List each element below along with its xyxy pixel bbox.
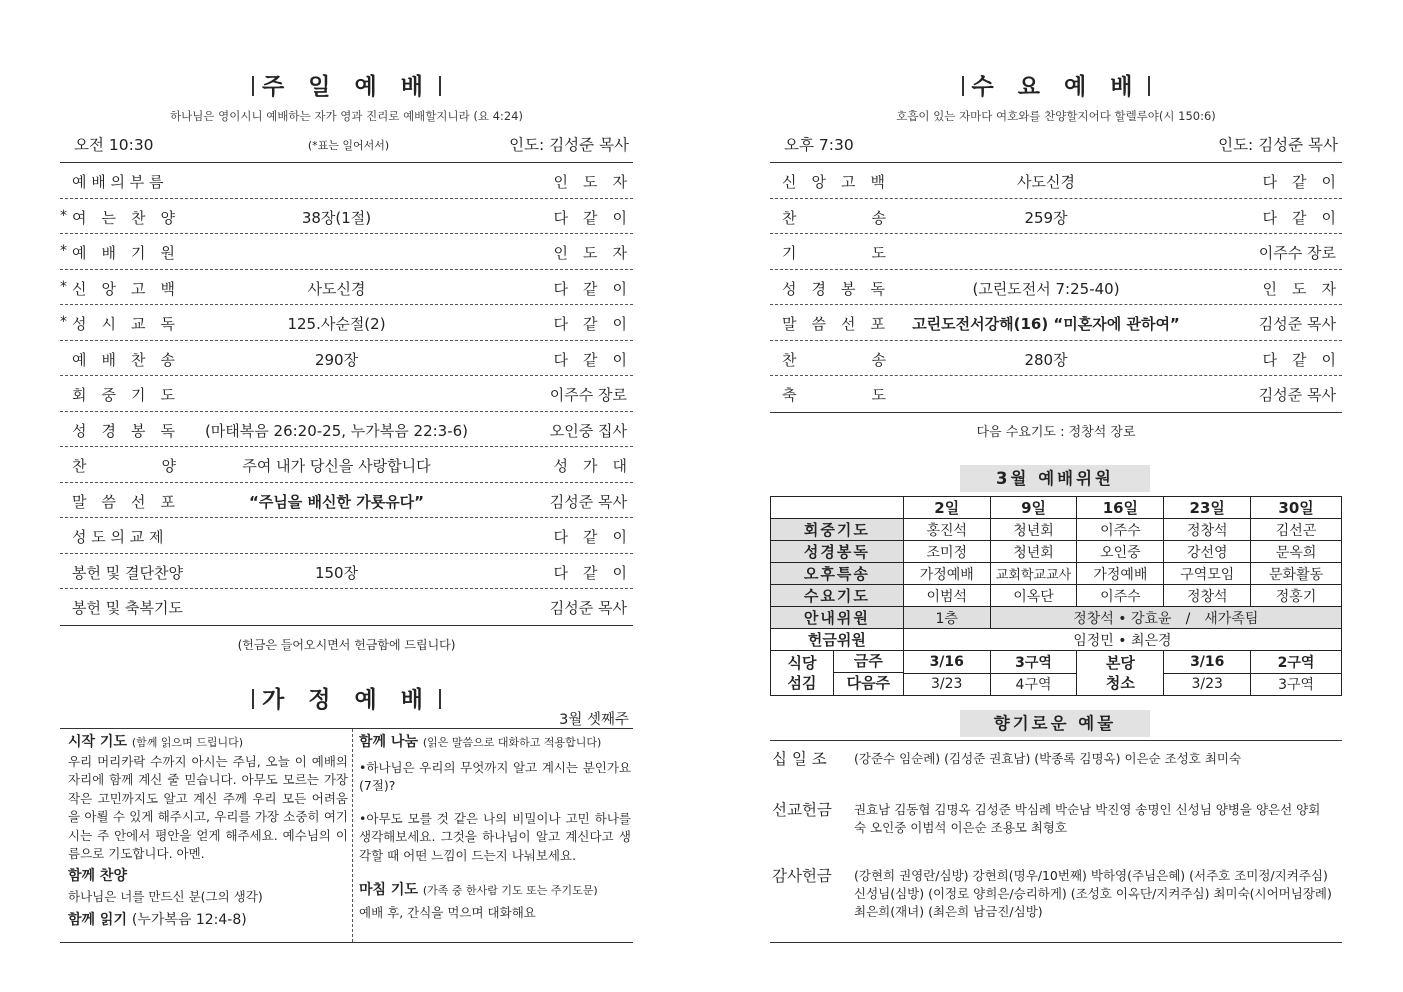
order-item-content: 고린도전서강해(16) “미혼자에 관하여” [912, 315, 1180, 333]
standing-mark: * [60, 314, 67, 330]
duty-cell: 교회학교교사 [990, 563, 1077, 585]
duty-cell: 청년회 [990, 519, 1077, 541]
duty-cell: 이주수 [1077, 585, 1164, 607]
clean-this-group: 2구역 [1251, 651, 1342, 674]
order-item-content: “주님을 배신한 가룟유다” [248, 492, 425, 511]
share-question-2: •아무도 모를 것 같은 나의 비밀이나 고민 하나를 생각해보세요. 그것을 하나님이 알고 계신다고 생각할 때 어떤 느낌이 드는지 나눠보세요. [359, 810, 631, 863]
order-item-leader: 김성준 목사 [549, 599, 627, 617]
sunday-order-list [60, 162, 633, 626]
order-item-leader: 다 같 이 [553, 315, 627, 333]
sunday-info-row [68, 133, 629, 157]
order-item-content: 150장 [314, 563, 359, 582]
order-item-leader: 성 가 대 [553, 457, 627, 475]
praise-heading: 함께 찬양 [68, 867, 127, 884]
duty-cell: 정창석 [1164, 585, 1251, 607]
order-item-leader: 오인중 집사 [549, 421, 627, 440]
order-item-name: 축 도 [782, 386, 886, 404]
order-item-name: 말 씀 선 포 [72, 492, 175, 511]
order-row [60, 412, 633, 448]
duty-row [771, 563, 1342, 585]
order-item-name: 성 시 교 독 [72, 315, 175, 333]
order-row [60, 234, 633, 270]
duty-title: 3월 예배위원 [960, 465, 1150, 492]
duty-cell: 이옥단 [990, 585, 1077, 607]
order-row [770, 270, 1342, 306]
order-item-leader: 다 같 이 [553, 279, 627, 298]
duty-date: 2일 [903, 497, 990, 519]
order-item-content: 259장 [1024, 208, 1068, 227]
order-row [770, 163, 1342, 199]
order-item-content: 290장 [314, 350, 359, 369]
left-page [60, 0, 633, 992]
duty-cell: 홍진석 [903, 519, 990, 541]
offering-committee-label: 헌금위원 [771, 629, 904, 651]
order-row [60, 589, 633, 625]
order-item-content: 사도신경 [1017, 173, 1075, 191]
wednesday-info-row [778, 133, 1338, 157]
column-divider [352, 729, 353, 942]
order-item-name: 찬 송 [782, 350, 886, 369]
order-item-name: 여 는 찬 양 [72, 208, 175, 227]
family-left-column [68, 733, 348, 929]
order-item-leader: 다 같 이 [1262, 173, 1336, 191]
family-worship-box [60, 728, 633, 943]
share-heading: 함께 나눔 (읽은 말씀으로 대화하고 적용합니다) [359, 734, 602, 750]
order-item-leader: 김성준 목사 [549, 492, 627, 511]
duty-row [771, 541, 1342, 563]
thanks-names: (강현희 권영란/심방) 강현희(명우/10번째) 박하영(주님은혜) (서주호 조미정/지켜주심) 신성님(심방) (이정로 양희은/승리하게) (조성호 이옥단/지켜주심) 최미숙(시어머님장례) 최은희(재녀) (최은희 남금진/심방) [854, 868, 1332, 919]
clean-next-group: 3구역 [1251, 673, 1342, 696]
sunday-title: 주 일 예 배 [60, 68, 633, 101]
offering-note: (헌금은 들어오시면서 헌금함에 드립니다) [237, 638, 456, 652]
order-row [60, 305, 633, 341]
order-row [60, 518, 633, 554]
duty-corner [771, 497, 904, 519]
closing-prayer-text: 예배 후, 간식을 먹으며 대화해요 [359, 904, 536, 920]
order-item-leader: 인 도 자 [553, 173, 627, 191]
duty-row-label: 수요기도 [771, 585, 904, 607]
offering-committee-row [771, 629, 1342, 651]
duty-date: 23일 [1164, 497, 1251, 519]
offerings-title: 향기로운 예물 [960, 710, 1150, 737]
order-item-leader: 다 같 이 [553, 528, 627, 546]
share-question-1: •하나님은 우리의 무엇까지 알고 계시는 분인가요(7절)? [359, 759, 631, 793]
order-item-name: 찬 양 [72, 457, 176, 475]
duty-cell: 구역모임 [1164, 563, 1251, 585]
duty-cell: 조미정 [903, 541, 990, 563]
duty-row-label: 성경봉독 [771, 541, 904, 563]
order-item-name: 성 경 봉 독 [72, 421, 175, 440]
order-item-leader: 김성준 목사 [1258, 315, 1336, 333]
order-row [770, 341, 1342, 377]
order-item-name: 성 도 의 교 제 [72, 528, 164, 546]
duty-cell: 문화활동 [1251, 563, 1342, 585]
order-item-leader: 이주수 장로 [1258, 244, 1336, 262]
mission-names: 권효남 김동협 김명옥 김성준 박심례 박순남 박진영 송명인 신성님 양병을 양은선 양회숙 오인중 이범석 이은순 조용모 최형호 [854, 802, 1321, 835]
wednesday-leader: 인도: 김성준 목사 [1218, 136, 1338, 154]
order-row [60, 199, 633, 235]
this-week-label: 금주 [834, 651, 903, 673]
next-week-label: 다음주 [846, 674, 891, 692]
order-item-name: 예 배 기 원 [72, 244, 175, 262]
standing-mark: * [60, 207, 67, 224]
order-item-name: 예 배 찬 송 [72, 350, 175, 369]
order-row [60, 163, 633, 199]
order-row [770, 234, 1342, 270]
duty-row [771, 585, 1342, 607]
wednesday-title: 수 요 예 배 [770, 68, 1342, 101]
order-item-leader: 다 같 이 [553, 563, 627, 582]
order-row [60, 554, 633, 590]
duty-date: 16일 [1077, 497, 1164, 519]
order-item-name: 기 도 [782, 244, 886, 262]
family-title: 가 정 예 배 [60, 681, 633, 714]
start-prayer-heading: 시작 기도 (함께 읽으며 드립니다) [68, 734, 244, 750]
duty-cell: 이범석 [903, 585, 990, 607]
order-row [60, 447, 633, 483]
reading-heading: 함께 읽기 (누가복음 12:4-8) [68, 911, 247, 928]
sunday-leader: 인도: 김성준 목사 [509, 136, 629, 154]
next-wednesday-prayer: 다음 수요기도 : 정창석 장로 [976, 425, 1136, 440]
right-page [770, 0, 1342, 992]
order-item-name: 신 앙 고 백 [72, 279, 175, 298]
order-item-name: 성 경 봉 독 [782, 279, 885, 298]
duty-cell: 가정예배 [1077, 563, 1164, 585]
duty-cell: 강선영 [1164, 541, 1251, 563]
duty-row-label: 회중기도 [771, 519, 904, 541]
guide-row [771, 607, 1342, 629]
thanks-label: 감사헌금 [772, 867, 832, 885]
order-item-content: 38장(1절) [301, 208, 372, 227]
order-item-leader: 인 도 자 [1262, 279, 1336, 298]
tithe-names: (강준수 임순례) (김성준 권효남) (박종록 김명옥) 이은순 조성호 최미숙 [854, 751, 1242, 766]
order-row [60, 483, 633, 519]
order-item-leader: 인 도 자 [553, 244, 627, 262]
order-item-name: 찬 송 [782, 208, 886, 227]
duty-cell: 오인중 [1077, 541, 1164, 563]
start-prayer-text: 우리 머리카락 수까지 아시는 주님, 오늘 이 예배의 자리에 함께 계신 줄 믿습니다. 아무도 모르는 가장 작은 고민까지도 알고 계신 주께 우리 모든 어려움을 아뢸 수 있게 해주시고, 우리를 가장 소중히 여기시는 주 안에서 평안을 얻게 해주세요. 예수님의 이름으로 기도합니다. 아멘. [68, 753, 348, 861]
offering-committee-members: 임정민 • 최은경 [903, 629, 1341, 651]
order-row [770, 199, 1342, 235]
guide-label: 안내위원 [771, 607, 904, 629]
standing-note: (*표는 일어서서) [307, 139, 390, 152]
duty-cell: 가정예배 [903, 563, 990, 585]
order-item-leader: 다 같 이 [1262, 350, 1336, 369]
order-row [770, 305, 1342, 341]
clean-this-date: 3/16 [1164, 651, 1251, 674]
duty-row-label: 오후특송 [771, 563, 904, 585]
order-item-leader: 다 같 이 [553, 208, 627, 227]
sunday-verse: 하나님은 영이시니 예배하는 자가 영과 진리로 예배할지니라 (요 4:24) [170, 109, 523, 123]
duty-table [770, 496, 1342, 696]
order-item-content: (고린도전서 7:25-40) [972, 279, 1120, 298]
duty-cell: 김선곤 [1251, 519, 1342, 541]
sunday-time: 오전 10:30 [74, 136, 154, 154]
duty-cell: 청년회 [990, 541, 1077, 563]
duty-date: 9일 [990, 497, 1077, 519]
duty-cell: 정홍기 [1251, 585, 1342, 607]
closing-prayer-heading: 마침 기도 (가족 중 한사람 기도 또는 주기도문) [359, 882, 598, 898]
family-right-column [359, 733, 631, 922]
duty-cell: 문옥희 [1251, 541, 1342, 563]
clean-label: 본당 청소 [1077, 651, 1164, 696]
order-item-leader: 다 같 이 [553, 350, 627, 369]
duty-header-row [771, 497, 1342, 519]
order-row [60, 270, 633, 306]
guide-members: 정창석 • 강효윤 / 새가족팀 [990, 607, 1341, 629]
order-item-leader: 다 같 이 [1262, 208, 1336, 227]
order-item-leader: 김성준 목사 [1258, 386, 1336, 404]
meal-this-date: 3/16 [903, 651, 990, 674]
order-item-name: 신 앙 고 백 [782, 173, 885, 191]
wednesday-order-list [770, 162, 1342, 413]
duty-cell: 이주수 [1077, 519, 1164, 541]
order-item-name: 말 씀 선 포 [782, 315, 885, 333]
meal-label: 식당 섬김 [771, 651, 834, 695]
family-week: 3월 셋째주 [559, 712, 629, 728]
meal-label-cell [771, 651, 904, 696]
order-item-leader: 이주수 장로 [549, 386, 627, 404]
order-row [770, 376, 1342, 412]
standing-mark: * [60, 278, 67, 295]
order-item-name: 예 배 의 부 름 [72, 173, 164, 191]
standing-mark: * [60, 243, 67, 259]
order-item-content: (마태복음 26:20-25, 누가복음 22:3-6) [204, 421, 469, 440]
wednesday-verse: 호흡이 있는 자마다 여호와를 찬양할지어다 할렐루야(시 150:6) [896, 109, 1216, 123]
order-row [60, 341, 633, 377]
order-item-name: 봉헌 및 축복기도 [72, 599, 183, 617]
meal-this-group: 3구역 [990, 651, 1077, 674]
mission-label: 선교헌금 [772, 801, 832, 819]
order-item-content: 280장 [1024, 350, 1068, 369]
wednesday-time: 오후 7:30 [784, 136, 854, 154]
order-item-content: 사도신경 [307, 279, 366, 298]
order-row [60, 376, 633, 412]
order-item-name: 봉헌 및 결단찬양 [72, 563, 183, 582]
clean-next-date: 3/23 [1164, 673, 1251, 696]
guide-first: 1층 [903, 607, 990, 629]
duty-row [771, 519, 1342, 541]
order-item-content: 주여 내가 당신을 사랑합니다 [242, 457, 431, 475]
praise-text: 하나님은 너를 만드신 분(그의 생각) [68, 889, 263, 904]
meal-next-date: 3/23 [903, 673, 990, 696]
duty-date: 30일 [1251, 497, 1342, 519]
duty-cell: 정창석 [1164, 519, 1251, 541]
tithe-label: 십 일 조 [772, 750, 827, 768]
offerings-list [770, 740, 1342, 943]
meal-next-group: 4구역 [990, 673, 1077, 696]
order-item-name: 회 중 기 도 [72, 386, 175, 404]
order-item-content: 125.사순절(2) [287, 315, 386, 333]
meal-row-this-week [771, 651, 1342, 674]
